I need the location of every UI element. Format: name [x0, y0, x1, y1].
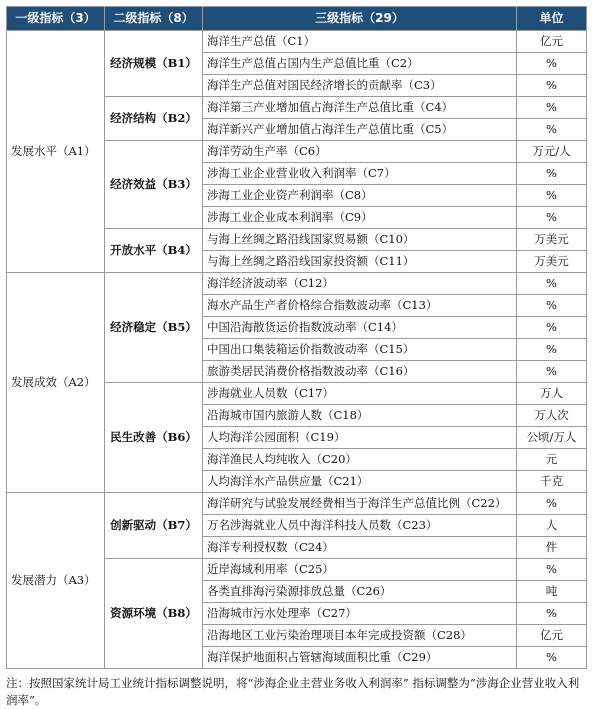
unit-cell: 公顷/万人 [517, 427, 587, 449]
header-level2: 二级指标（8） [105, 7, 203, 31]
level3-indicator: 涉海就业人员数（C17） [203, 383, 517, 405]
level1-indicator: 发展成效（A2） [7, 273, 105, 493]
level3-indicator: 海洋经济波动率（C12） [203, 273, 517, 295]
level3-indicator: 海洋生产总值占国内生产总值比重（C2） [203, 53, 517, 75]
unit-cell: % [517, 559, 587, 581]
header-level3: 三级指标（29） [203, 7, 517, 31]
level3-indicator: 海洋渔民人均纯收入（C20） [203, 449, 517, 471]
unit-cell: % [517, 207, 587, 229]
level3-indicator: 沿海城市国内旅游人数（C18） [203, 405, 517, 427]
indicator-system-page [6, 6, 586, 709]
header-level1: 一级指标（3） [7, 7, 105, 31]
unit-cell: % [517, 603, 587, 625]
level3-indicator: 近岸海域利用率（C25） [203, 559, 517, 581]
level1-indicator: 发展水平（A1） [7, 31, 105, 273]
level1-indicator: 发展潜力（A3） [7, 493, 105, 669]
unit-cell: % [517, 273, 587, 295]
table-header-row [7, 7, 587, 31]
level3-indicator: 人均海洋公园面积（C19） [203, 427, 517, 449]
indicator-table [6, 6, 587, 669]
table-row [7, 493, 587, 515]
level3-indicator: 各类直排海污染源排放总量（C26） [203, 581, 517, 603]
level3-indicator: 沿海地区工业污染治理项目本年完成投资额（C28） [203, 625, 517, 647]
unit-cell: 万美元 [517, 229, 587, 251]
unit-cell: 千克 [517, 471, 587, 493]
unit-cell: 亿元 [517, 625, 587, 647]
unit-cell: % [517, 339, 587, 361]
level2-indicator: 开放水平（B4） [105, 229, 203, 273]
level2-indicator: 民生改善（B6） [105, 383, 203, 493]
level2-indicator: 经济稳定（B5） [105, 273, 203, 383]
level3-indicator: 海洋第三产业增加值占海洋生产总值比重（C4） [203, 97, 517, 119]
level3-indicator: 海洋专利授权数（C24） [203, 537, 517, 559]
unit-cell: % [517, 163, 587, 185]
unit-cell: 万人 [517, 383, 587, 405]
level3-indicator: 海洋研究与试验发展经费相当于海洋生产总值比例（C22） [203, 493, 517, 515]
unit-cell: % [517, 185, 587, 207]
unit-cell: % [517, 317, 587, 339]
unit-cell: % [517, 53, 587, 75]
unit-cell: 人 [517, 515, 587, 537]
unit-cell: % [517, 97, 587, 119]
unit-cell: 万元/人 [517, 141, 587, 163]
level3-indicator: 涉海工业企业资产利润率（C8） [203, 185, 517, 207]
unit-cell: % [517, 361, 587, 383]
level2-indicator: 资源环境（B8） [105, 559, 203, 669]
level3-indicator: 涉海工业企业成本利润率（C9） [203, 207, 517, 229]
level3-indicator: 万名涉海就业人员中海洋科技人员数（C23） [203, 515, 517, 537]
unit-cell: 件 [517, 537, 587, 559]
unit-cell: 吨 [517, 581, 587, 603]
level3-indicator: 海水产品生产者价格综合指数波动率（C13） [203, 295, 517, 317]
unit-cell: 亿元 [517, 31, 587, 53]
unit-cell: 元 [517, 449, 587, 471]
unit-cell: % [517, 75, 587, 97]
level2-indicator: 经济结构（B2） [105, 97, 203, 141]
level3-indicator: 中国出口集装箱运价指数波动率（C15） [203, 339, 517, 361]
level3-indicator: 海洋生产总值（C1） [203, 31, 517, 53]
unit-cell: 万人次 [517, 405, 587, 427]
level2-indicator: 创新驱动（B7） [105, 493, 203, 559]
level2-indicator: 经济规模（B1） [105, 31, 203, 97]
unit-cell: % [517, 119, 587, 141]
level3-indicator: 海洋劳动生产率（C6） [203, 141, 517, 163]
level3-indicator: 与海上丝绸之路沿线国家贸易额（C10） [203, 229, 517, 251]
level3-indicator: 沿海城市污水处理率（C27） [203, 603, 517, 625]
unit-cell: 万美元 [517, 251, 587, 273]
table-body [7, 31, 587, 669]
level3-indicator: 涉海工业企业营业收入利润率（C7） [203, 163, 517, 185]
unit-cell: % [517, 295, 587, 317]
table-row [7, 273, 587, 295]
level3-indicator: 人均海洋水产品供应量（C21） [203, 471, 517, 493]
level3-indicator: 海洋新兴产业增加值占海洋生产总值比重（C5） [203, 119, 517, 141]
level2-indicator: 经济效益（B3） [105, 141, 203, 229]
unit-cell: % [517, 493, 587, 515]
header-unit: 单位 [517, 7, 587, 31]
level3-indicator: 与海上丝绸之路沿线国家投资额（C11） [203, 251, 517, 273]
level3-indicator: 海洋生产总值对国民经济增长的贡献率（C3） [203, 75, 517, 97]
level3-indicator: 海洋保护地面积占管辖海域面积比重（C29） [203, 647, 517, 669]
table-row [7, 31, 587, 53]
unit-cell: % [517, 647, 587, 669]
table-footnote: 注：按照国家统计局工业统计指标调整说明，将“涉海企业主营业务收入利润率” 指标调整为“涉海企业营业收入利润率”。 [6, 676, 580, 707]
level3-indicator: 旅游类居民消费价格指数波动率（C16） [203, 361, 517, 383]
level3-indicator: 中国沿海散货运价指数波动率（C14） [203, 317, 517, 339]
